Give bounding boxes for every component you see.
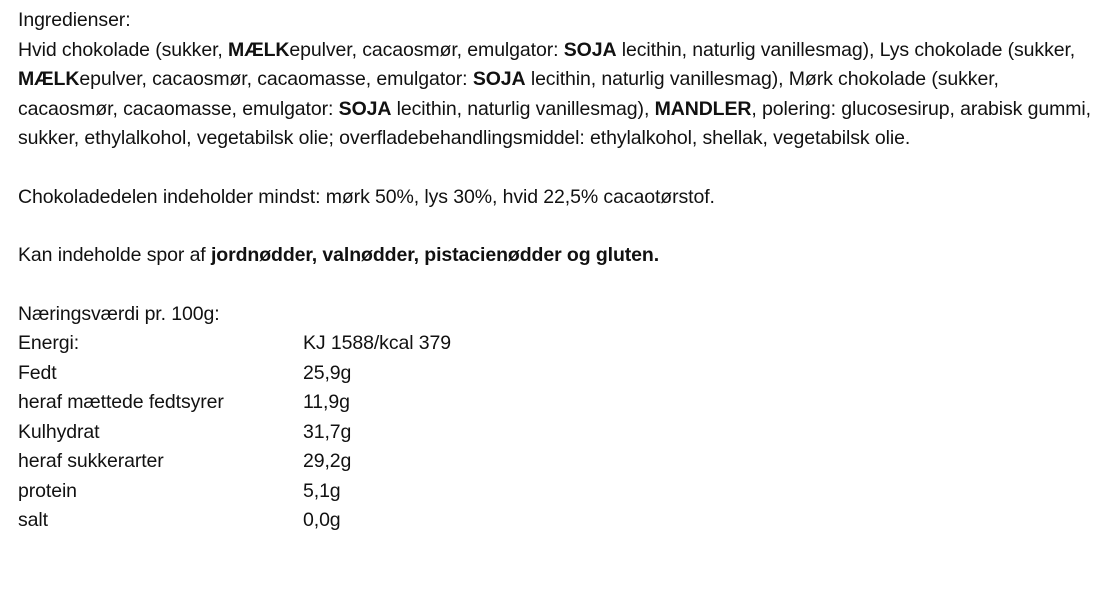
nutrition-value: 29,2g [303, 450, 352, 472]
allergen-soy: SOJA [472, 68, 526, 90]
allergen-milk: MÆLK [228, 38, 290, 61]
nutrition-value: 5,1g [303, 479, 341, 502]
ingredient-text: lecithin, naturlig vanillesmag), Mørk chokolade (sukker, cacaosmør, cacaomasse, emulgator: [18, 68, 999, 120]
nutrition-row [18, 506, 1093, 536]
ingredients-list [18, 36, 1093, 154]
nutrition-label: Fedt [18, 361, 57, 384]
nutrition-row [18, 418, 1093, 448]
nutrition-value: 31,7g [303, 420, 352, 443]
nutrition-label: heraf mættede fedtsyrer [18, 391, 224, 413]
allergen-trace-statement [18, 241, 1093, 271]
allergen-almonds: MANDLER [654, 97, 752, 120]
allergen-milk: MÆLK [18, 68, 80, 90]
nutrition-value: 25,9g [303, 361, 352, 384]
ingredient-text: epulver, cacaosmør, cacaomasse, emulgator: [79, 68, 473, 90]
nutrition-label: salt [18, 509, 48, 531]
allergen-trace-list: jordnødder, valnødder, pistacienødder og gluten. [210, 244, 660, 266]
nutrition-value: 0,0g [303, 509, 341, 531]
nutrition-row [18, 388, 1093, 418]
nutrition-value: KJ 1588/kcal 379 [303, 332, 452, 354]
ingredient-text: Hvid chokolade (sukker, [18, 38, 229, 61]
nutrition-row [18, 477, 1093, 507]
ingredients-heading: Ingredienser: [18, 9, 131, 31]
nutrition-table [18, 329, 1093, 536]
allergen-trace-prefix: Kan indeholde spor af [18, 244, 211, 266]
product-label-document [18, 6, 1093, 536]
ingredient-text: , polering: glucosesirup, arabisk gummi, sukker, ethylalkohol, vegetabilsk olie; overfladebehandlingsmiddel: ethylalkohol, shellak, vegetabilsk olie. [18, 97, 1091, 149]
nutrition-heading: Næringsværdi pr. 100g: [18, 302, 220, 325]
nutrition-row [18, 447, 1093, 477]
ingredient-text: epulver, cacaosmør, emulgator: [289, 38, 564, 61]
nutrition-label: heraf sukkerarter [18, 450, 164, 472]
nutrition-label: Energi: [18, 332, 80, 354]
allergen-soy: SOJA [338, 97, 392, 120]
ingredient-text: lecithin, naturlig vanillesmag), [391, 97, 655, 120]
nutrition-row [18, 329, 1093, 359]
nutrition-value: 11,9g [303, 391, 350, 413]
cocoa-statement: Chokoladedelen indeholder mindst: mørk 50%, lys 30%, hvid 22,5% cacaotørstof. [18, 185, 715, 208]
nutrition-label: Kulhydrat [18, 420, 100, 443]
ingredient-text: lecithin, naturlig vanillesmag), Lys chokolade (sukker, [616, 38, 1076, 61]
nutrition-label: protein [18, 479, 77, 502]
allergen-soy: SOJA [563, 38, 617, 61]
nutrition-row [18, 359, 1093, 389]
